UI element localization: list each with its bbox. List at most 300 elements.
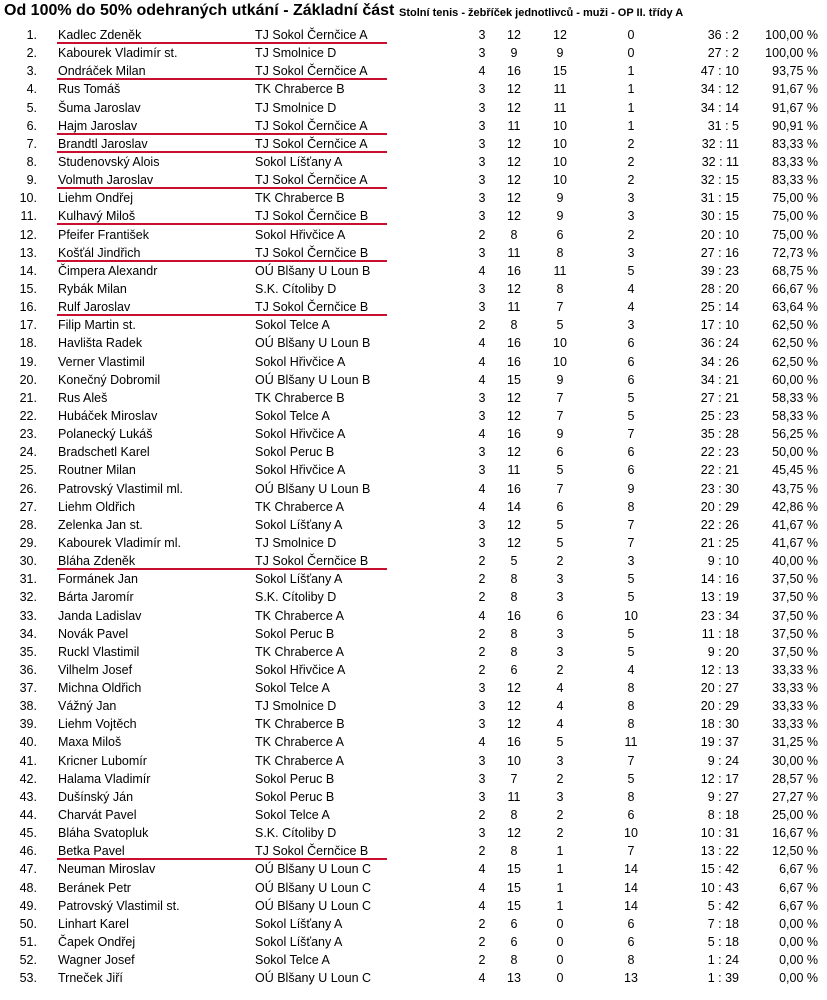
matches-cell: 4 xyxy=(478,862,486,877)
table-row xyxy=(0,806,827,824)
games-cell: 12 xyxy=(507,136,521,151)
losses-cell: 5 xyxy=(627,771,635,786)
wins-cell: 9 xyxy=(556,191,564,206)
rank-cell: 21. xyxy=(19,390,37,405)
club-cell: TK Chraberce B xyxy=(255,191,345,206)
club-cell: OÚ Blšany U Loun B xyxy=(255,372,371,387)
player-name-cell: Bárta Jaromír xyxy=(58,590,134,605)
win-percentage-cell: 83,33 % xyxy=(772,173,818,188)
wins-cell: 2 xyxy=(556,808,564,823)
win-percentage-cell: 62,50 % xyxy=(772,354,818,369)
win-percentage-cell: 83,33 % xyxy=(772,136,818,151)
sets-score-cell: 19 : 37 xyxy=(700,735,739,750)
wins-cell: 6 xyxy=(556,227,564,242)
losses-cell: 4 xyxy=(627,300,635,315)
matches-cell: 2 xyxy=(478,572,486,587)
matches-cell: 4 xyxy=(478,608,486,623)
matches-cell: 4 xyxy=(478,354,486,369)
sets-score-cell: 9 : 27 xyxy=(707,789,739,804)
games-cell: 12 xyxy=(507,717,521,732)
games-cell: 16 xyxy=(507,481,521,496)
wins-cell: 0 xyxy=(556,916,564,931)
games-cell: 14 xyxy=(507,499,521,514)
matches-cell: 3 xyxy=(478,191,486,206)
win-percentage-cell: 75,00 % xyxy=(772,227,818,242)
club-cell: Sokol Peruc B xyxy=(255,789,335,804)
table-row xyxy=(0,99,827,117)
games-cell: 12 xyxy=(507,209,521,224)
wins-cell: 7 xyxy=(556,408,564,423)
rank-cell: 1. xyxy=(26,28,37,42)
sets-score-cell: 9 : 10 xyxy=(707,554,739,569)
sets-score-cell: 22 : 21 xyxy=(700,463,739,478)
games-cell: 8 xyxy=(510,590,518,605)
rank-cell: 12. xyxy=(19,227,37,242)
player-name-cell: Rus Aleš xyxy=(58,390,108,405)
table-row xyxy=(0,534,827,552)
table-row xyxy=(0,788,827,806)
player-name-cell: Patrovský Vlastimil st. xyxy=(58,898,180,913)
losses-cell: 2 xyxy=(627,227,635,242)
matches-cell: 3 xyxy=(478,826,486,841)
player-name-cell: Konečný Dobromil xyxy=(58,372,161,387)
wins-cell: 3 xyxy=(556,644,564,659)
games-cell: 15 xyxy=(507,880,521,895)
table-row xyxy=(0,280,827,298)
rank-cell: 23. xyxy=(19,427,37,442)
player-name-cell: Bradschetl Karel xyxy=(58,445,150,460)
club-cell: TK Chraberce A xyxy=(255,753,344,768)
club-cell: Sokol Peruc B xyxy=(255,626,335,641)
sets-score-cell: 17 : 10 xyxy=(700,318,739,333)
page-title: Od 100% do 50% odehraných utkání - Základní část xyxy=(4,2,395,19)
table-row-highlighted xyxy=(0,298,827,316)
matches-cell: 4 xyxy=(478,481,486,496)
losses-cell: 5 xyxy=(627,626,635,641)
games-cell: 10 xyxy=(507,753,521,768)
games-cell: 16 xyxy=(507,608,521,623)
wins-cell: 2 xyxy=(556,826,564,841)
rank-cell: 20. xyxy=(19,372,37,387)
player-name-cell: Novák Pavel xyxy=(58,626,129,641)
sets-score-cell: 32 : 15 xyxy=(700,173,739,188)
sets-score-cell: 32 : 11 xyxy=(701,154,739,169)
page-subtitle: Stolní tenis - žebříček jednotlivců - muži - OP II. třídy A xyxy=(399,7,684,19)
club-cell: TJ Sokol Černčice B xyxy=(255,554,369,569)
wins-cell: 1 xyxy=(556,898,564,913)
rank-cell: 27. xyxy=(19,499,37,514)
games-cell: 8 xyxy=(510,572,518,587)
rank-cell: 14. xyxy=(19,263,37,278)
win-percentage-cell: 41,67 % xyxy=(772,535,818,550)
win-percentage-cell: 50,00 % xyxy=(772,445,818,460)
matches-cell: 3 xyxy=(478,118,486,133)
sets-score-cell: 27 : 21 xyxy=(700,390,739,405)
table-row xyxy=(0,679,827,697)
club-cell: TJ Sokol Černčice A xyxy=(255,173,368,188)
sets-score-cell: 23 : 30 xyxy=(700,481,739,496)
games-cell: 11 xyxy=(507,300,521,315)
win-percentage-cell: 75,00 % xyxy=(772,209,818,224)
games-cell: 12 xyxy=(507,281,521,296)
wins-cell: 10 xyxy=(553,173,567,188)
player-name-cell: Rybák Milan xyxy=(58,281,127,296)
player-name-cell: Routner Milan xyxy=(58,463,136,478)
table-row-highlighted xyxy=(0,171,827,189)
sets-score-cell: 31 : 15 xyxy=(700,191,739,206)
matches-cell: 3 xyxy=(478,681,486,696)
wins-cell: 6 xyxy=(556,445,564,460)
games-cell: 12 xyxy=(507,535,521,550)
wins-cell: 0 xyxy=(556,953,564,968)
win-percentage-cell: 91,67 % xyxy=(772,82,818,97)
losses-cell: 8 xyxy=(627,699,635,714)
sets-score-cell: 1 : 39 xyxy=(707,971,739,986)
matches-cell: 2 xyxy=(478,953,486,968)
win-percentage-cell: 6,67 % xyxy=(779,898,818,913)
player-name-cell: Rus Tomáš xyxy=(58,82,121,97)
player-name-cell: Liehm Oldřich xyxy=(58,499,136,514)
rank-cell: 43. xyxy=(19,789,37,804)
games-cell: 15 xyxy=(507,372,521,387)
games-cell: 6 xyxy=(510,916,518,931)
losses-cell: 5 xyxy=(627,572,635,587)
wins-cell: 6 xyxy=(556,608,564,623)
ranking-table xyxy=(0,26,827,987)
rank-cell: 39. xyxy=(19,717,37,732)
player-name-cell: Pfeifer František xyxy=(58,227,150,242)
games-cell: 12 xyxy=(507,681,521,696)
player-name-cell: Kadlec Zdeněk xyxy=(58,28,142,42)
games-cell: 12 xyxy=(507,191,521,206)
wins-cell: 4 xyxy=(556,681,564,696)
wins-cell: 1 xyxy=(556,880,564,895)
player-name-cell: Liehm Vojtěch xyxy=(58,717,137,732)
table-row xyxy=(0,44,827,62)
table-row xyxy=(0,715,827,733)
win-percentage-cell: 68,75 % xyxy=(772,263,818,278)
sets-score-cell: 36 : 24 xyxy=(700,336,739,351)
player-name-cell: Neuman Miroslav xyxy=(58,862,156,877)
rank-cell: 32. xyxy=(19,590,37,605)
club-cell: Sokol Líšťany A xyxy=(255,154,343,169)
club-cell: Sokol Líšťany A xyxy=(255,572,343,587)
matches-cell: 2 xyxy=(478,662,486,677)
rank-cell: 36. xyxy=(19,662,37,677)
win-percentage-cell: 30,00 % xyxy=(772,753,818,768)
table-row xyxy=(0,951,827,969)
club-cell: OÚ Blšany U Loun B xyxy=(255,263,371,278)
losses-cell: 14 xyxy=(624,880,638,895)
sets-score-cell: 22 : 26 xyxy=(700,517,739,532)
club-cell: S.K. Cítoliby D xyxy=(255,590,337,605)
wins-cell: 4 xyxy=(556,717,564,732)
games-cell: 12 xyxy=(507,390,521,405)
table-row xyxy=(0,80,827,98)
table-row-highlighted xyxy=(0,552,827,570)
club-cell: Sokol Hřivčice A xyxy=(255,463,346,478)
sets-score-cell: 5 : 42 xyxy=(707,898,739,913)
rank-cell: 15. xyxy=(19,281,37,296)
rank-cell: 13. xyxy=(19,245,37,260)
player-name-cell: Košťál Jindřich xyxy=(58,245,141,260)
rank-cell: 26. xyxy=(19,481,37,496)
table-row xyxy=(0,933,827,951)
win-percentage-cell: 37,50 % xyxy=(772,626,818,641)
club-cell: TK Chraberce B xyxy=(255,82,345,97)
games-cell: 8 xyxy=(510,318,518,333)
win-percentage-cell: 62,50 % xyxy=(772,336,818,351)
wins-cell: 15 xyxy=(553,64,567,79)
losses-cell: 2 xyxy=(627,173,635,188)
club-cell: TJ Sokol Černčice B xyxy=(255,300,369,315)
win-percentage-cell: 66,67 % xyxy=(772,281,818,296)
rank-cell: 10. xyxy=(19,191,37,206)
losses-cell: 6 xyxy=(627,354,635,369)
player-name-cell: Volmuth Jaroslav xyxy=(58,173,154,188)
win-percentage-cell: 27,27 % xyxy=(772,789,818,804)
rank-cell: 34. xyxy=(19,626,37,641)
club-cell: TK Chraberce A xyxy=(255,644,344,659)
player-name-cell: Kricner Lubomír xyxy=(58,753,147,768)
club-cell: TJ Sokol Černčice A xyxy=(255,28,368,42)
sets-score-cell: 34 : 21 xyxy=(700,372,739,387)
games-cell: 15 xyxy=(507,898,521,913)
wins-cell: 10 xyxy=(553,336,567,351)
rank-cell: 17. xyxy=(19,318,37,333)
table-row xyxy=(0,661,827,679)
games-cell: 15 xyxy=(507,862,521,877)
rank-cell: 45. xyxy=(19,826,37,841)
rank-cell: 48. xyxy=(19,880,37,895)
sets-score-cell: 13 : 22 xyxy=(700,844,739,859)
losses-cell: 3 xyxy=(627,209,635,224)
table-row xyxy=(0,425,827,443)
losses-cell: 10 xyxy=(624,608,638,623)
player-name-cell: Vilhelm Josef xyxy=(58,662,133,677)
club-cell: OÚ Blšany U Loun C xyxy=(255,898,372,913)
sets-score-cell: 28 : 20 xyxy=(700,281,739,296)
sets-score-cell: 14 : 16 xyxy=(700,572,739,587)
rank-cell: 35. xyxy=(19,644,37,659)
losses-cell: 8 xyxy=(627,953,635,968)
matches-cell: 3 xyxy=(478,46,486,61)
matches-cell: 4 xyxy=(478,880,486,895)
club-cell: Sokol Peruc B xyxy=(255,445,335,460)
games-cell: 12 xyxy=(507,28,521,42)
matches-cell: 3 xyxy=(478,82,486,97)
club-cell: Sokol Peruc B xyxy=(255,771,335,786)
rank-cell: 22. xyxy=(19,408,37,423)
losses-cell: 8 xyxy=(627,789,635,804)
matches-cell: 3 xyxy=(478,390,486,405)
player-name-cell: Čapek Ondřej xyxy=(58,935,136,950)
losses-cell: 1 xyxy=(627,64,635,79)
club-cell: TJ Sokol Černčice A xyxy=(255,118,368,133)
games-cell: 12 xyxy=(507,699,521,714)
sets-score-cell: 5 : 18 xyxy=(707,935,739,950)
rank-cell: 2. xyxy=(26,46,37,61)
rank-cell: 9. xyxy=(26,173,37,188)
sets-score-cell: 11 : 18 xyxy=(701,626,739,641)
table-row xyxy=(0,461,827,479)
wins-cell: 1 xyxy=(556,862,564,877)
wins-cell: 0 xyxy=(556,935,564,950)
losses-cell: 5 xyxy=(627,644,635,659)
table-row xyxy=(0,316,827,334)
table-row xyxy=(0,498,827,516)
win-percentage-cell: 90,91 % xyxy=(772,118,818,133)
player-name-cell: Rulf Jaroslav xyxy=(58,300,131,315)
games-cell: 16 xyxy=(507,336,521,351)
matches-cell: 2 xyxy=(478,916,486,931)
table-row xyxy=(0,733,827,751)
sets-score-cell: 12 : 17 xyxy=(700,771,739,786)
club-cell: Sokol Líšťany A xyxy=(255,935,343,950)
losses-cell: 10 xyxy=(624,826,638,841)
losses-cell: 7 xyxy=(627,535,635,550)
losses-cell: 4 xyxy=(627,662,635,677)
win-percentage-cell: 33,33 % xyxy=(772,662,818,677)
win-percentage-cell: 31,25 % xyxy=(772,735,818,750)
table-row xyxy=(0,969,827,987)
wins-cell: 10 xyxy=(553,118,567,133)
games-cell: 9 xyxy=(510,46,518,61)
win-percentage-cell: 56,25 % xyxy=(772,427,818,442)
player-name-cell: Liehm Ondřej xyxy=(58,191,134,206)
win-percentage-cell: 72,73 % xyxy=(772,245,818,260)
table-row xyxy=(0,516,827,534)
losses-cell: 13 xyxy=(624,971,638,986)
club-cell: TJ Sokol Černčice B xyxy=(255,209,369,224)
club-cell: OÚ Blšany U Loun B xyxy=(255,336,371,351)
win-percentage-cell: 40,00 % xyxy=(772,554,818,569)
table-row xyxy=(0,153,827,171)
matches-cell: 4 xyxy=(478,971,486,986)
win-percentage-cell: 43,75 % xyxy=(772,481,818,496)
sets-score-cell: 20 : 27 xyxy=(700,681,739,696)
table-row xyxy=(0,879,827,897)
table-row xyxy=(0,607,827,625)
table-row-highlighted xyxy=(0,62,827,80)
table-row xyxy=(0,389,827,407)
wins-cell: 3 xyxy=(556,626,564,641)
wins-cell: 10 xyxy=(553,136,567,151)
club-cell: Sokol Hřivčice A xyxy=(255,427,346,442)
matches-cell: 4 xyxy=(478,336,486,351)
wins-cell: 5 xyxy=(556,318,564,333)
rank-cell: 3. xyxy=(26,64,37,79)
table-row xyxy=(0,480,827,498)
club-cell: TK Chraberce A xyxy=(255,735,344,750)
wins-cell: 3 xyxy=(556,753,564,768)
sets-score-cell: 1 : 24 xyxy=(707,953,739,968)
club-cell: TJ Smolnice D xyxy=(255,535,337,550)
win-percentage-cell: 16,67 % xyxy=(772,826,818,841)
losses-cell: 11 xyxy=(624,735,638,750)
sets-score-cell: 39 : 23 xyxy=(700,263,739,278)
sets-score-cell: 21 : 25 xyxy=(700,535,739,550)
losses-cell: 14 xyxy=(624,862,638,877)
matches-cell: 2 xyxy=(478,844,486,859)
player-name-cell: Bláha Zdeněk xyxy=(58,554,136,569)
losses-cell: 7 xyxy=(627,844,635,859)
games-cell: 12 xyxy=(507,445,521,460)
win-percentage-cell: 0,00 % xyxy=(779,971,818,986)
table-row xyxy=(0,897,827,915)
losses-cell: 8 xyxy=(627,717,635,732)
win-percentage-cell: 100,00 % xyxy=(765,28,818,42)
win-percentage-cell: 0,00 % xyxy=(779,916,818,931)
win-percentage-cell: 33,33 % xyxy=(772,717,818,732)
sets-score-cell: 27 : 2 xyxy=(707,46,739,61)
sets-score-cell: 12 : 13 xyxy=(700,662,739,677)
wins-cell: 9 xyxy=(556,46,564,61)
wins-cell: 1 xyxy=(556,844,564,859)
sets-score-cell: 34 : 26 xyxy=(700,354,739,369)
losses-cell: 6 xyxy=(627,445,635,460)
player-name-cell: Trneček Jiří xyxy=(58,971,123,986)
table-row xyxy=(0,570,827,588)
player-name-cell: Kabourek Vladimír ml. xyxy=(58,535,181,550)
losses-cell: 7 xyxy=(627,517,635,532)
games-cell: 11 xyxy=(507,245,521,260)
club-cell: OÚ Blšany U Loun C xyxy=(255,880,372,895)
club-cell: TK Chraberce A xyxy=(255,608,344,623)
win-percentage-cell: 33,33 % xyxy=(772,681,818,696)
player-name-cell: Studenovský Alois xyxy=(58,154,160,169)
rank-cell: 52. xyxy=(19,953,37,968)
rank-cell: 31. xyxy=(19,572,37,587)
club-cell: TJ Sokol Černčice B xyxy=(255,245,369,260)
games-cell: 11 xyxy=(507,118,521,133)
matches-cell: 3 xyxy=(478,771,486,786)
win-percentage-cell: 37,50 % xyxy=(772,572,818,587)
games-cell: 8 xyxy=(510,844,518,859)
player-name-cell: Havlišta Radek xyxy=(58,336,143,351)
win-percentage-cell: 42,86 % xyxy=(772,499,818,514)
rank-cell: 5. xyxy=(26,100,37,115)
wins-cell: 5 xyxy=(556,463,564,478)
games-cell: 8 xyxy=(510,808,518,823)
matches-cell: 4 xyxy=(478,499,486,514)
sets-score-cell: 13 : 19 xyxy=(700,590,739,605)
matches-cell: 3 xyxy=(478,445,486,460)
sets-score-cell: 36 : 2 xyxy=(707,28,739,42)
sets-score-cell: 34 : 12 xyxy=(700,82,739,97)
win-percentage-cell: 37,50 % xyxy=(772,644,818,659)
matches-cell: 4 xyxy=(478,263,486,278)
sets-score-cell: 47 : 10 xyxy=(700,64,739,79)
wins-cell: 2 xyxy=(556,771,564,786)
sets-score-cell: 27 : 16 xyxy=(700,245,739,260)
club-cell: Sokol Telce A xyxy=(255,318,330,333)
player-name-cell: Ruckl Vlastimil xyxy=(58,644,140,659)
sets-score-cell: 32 : 11 xyxy=(701,136,739,151)
club-cell: Sokol Telce A xyxy=(255,953,330,968)
win-percentage-cell: 33,33 % xyxy=(772,699,818,714)
rank-cell: 28. xyxy=(19,517,37,532)
club-cell: Sokol Telce A xyxy=(255,408,330,423)
club-cell: TJ Smolnice D xyxy=(255,699,337,714)
matches-cell: 3 xyxy=(478,753,486,768)
matches-cell: 3 xyxy=(478,281,486,296)
games-cell: 12 xyxy=(507,154,521,169)
club-cell: TK Chraberce B xyxy=(255,390,345,405)
games-cell: 16 xyxy=(507,354,521,369)
games-cell: 11 xyxy=(507,789,521,804)
table-row xyxy=(0,407,827,425)
